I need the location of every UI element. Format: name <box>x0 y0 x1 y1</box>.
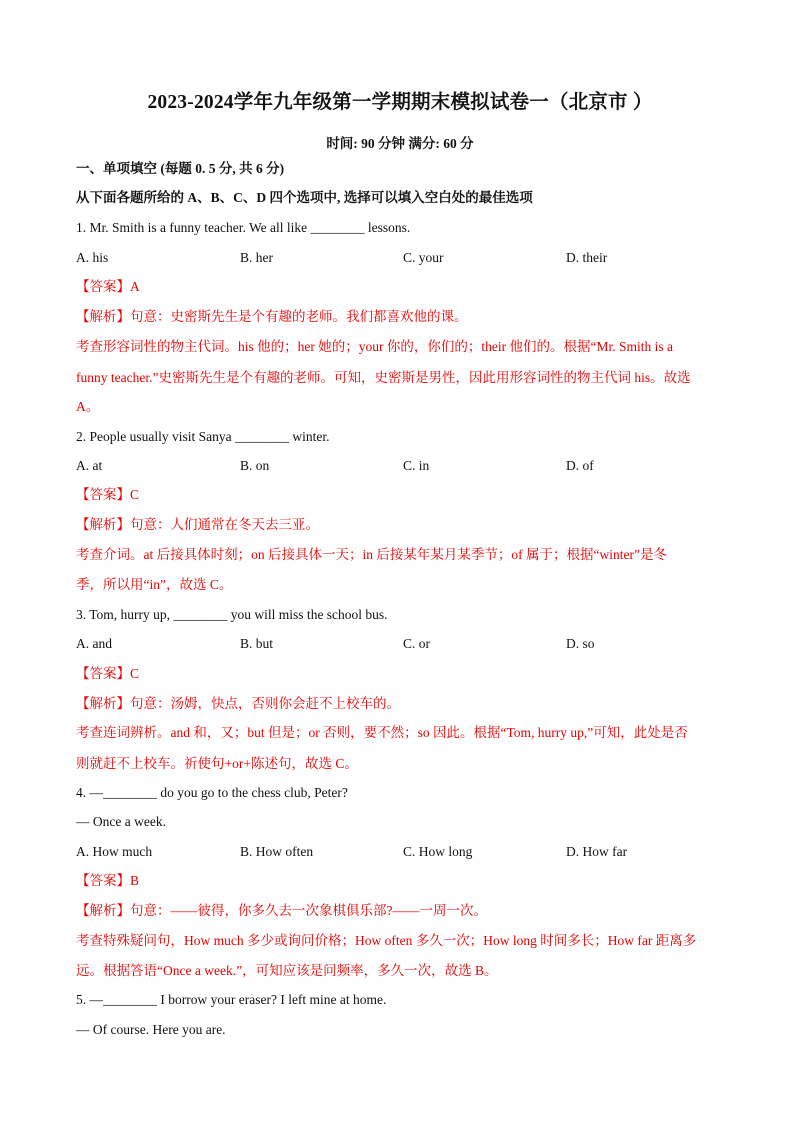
question-2-options <box>76 456 726 476</box>
option-a: A. his <box>76 250 109 265</box>
question-1-analysis <box>76 307 726 327</box>
analysis-label: 【解析】 <box>76 309 130 324</box>
option-b: B. her <box>240 250 273 265</box>
option-b: B. on <box>240 458 270 473</box>
option-a: A. and <box>76 636 112 651</box>
question-1-explanation-line: funny teacher.”史密斯先生是个有趣的老师。可知，史密斯是男性，因此用形容词性的物主代词 his。故选 <box>76 370 691 385</box>
question-2-stem: 2. People usually visit Sanya ________ winter. <box>76 429 330 444</box>
option-a: A. at <box>76 458 103 473</box>
question-3-analysis <box>76 694 726 714</box>
question-1-stem: 1. Mr. Smith is a funny teacher. We all like ________ lessons. <box>76 220 411 235</box>
question-2-answer: 【答案】C <box>76 487 140 502</box>
question-4-reply: — Once a week. <box>76 814 166 829</box>
analysis-translation: 句意：汤姆，快点，否则你会赶不上校车的。 <box>130 696 400 711</box>
option-a: A. How much <box>76 844 153 859</box>
analysis-label: 【解析】 <box>76 517 130 532</box>
exam-time-score: 时间: 90 分钟 满分: 60 分 <box>326 136 474 151</box>
section-instruction: 从下面各题所给的 A、B、C、D 四个选项中, 选择可以填入空白处的最佳选项 <box>76 190 533 205</box>
question-4-options <box>76 842 726 862</box>
option-b: B. How often <box>240 844 314 859</box>
question-1-answer: 【答案】A <box>76 279 140 294</box>
question-4-analysis <box>76 901 726 921</box>
question-2-explanation-line: 季，所以用“in”，故选 C。 <box>76 577 233 592</box>
question-3-answer: 【答案】C <box>76 666 140 681</box>
analysis-label: 【解析】 <box>76 903 130 918</box>
question-3-options <box>76 634 726 654</box>
page-title: 2023-2024学年九年级第一学期期末模拟试卷一（北京市 ） <box>147 92 653 113</box>
question-1-explanation-line: A。 <box>76 399 100 414</box>
section-heading: 一、单项填空 (每题 0. 5 分, 共 6 分) <box>76 161 285 176</box>
option-c: C. or <box>403 636 430 651</box>
question-1-options <box>76 248 726 268</box>
question-4-explanation-line: 考查特殊疑问句，How much 多少或询问价格；How often 多久一次；How long 时间多长；How far 距离多 <box>76 933 697 948</box>
option-d: D. of <box>566 458 594 473</box>
question-5-reply: — Of course. Here you are. <box>76 1022 226 1037</box>
question-2-explanation-line: 考查介词。at 后接具体时刻；on 后接具体一天；in 后接某年某月某季节；of 属于；根据“winter”是冬 <box>76 547 667 562</box>
question-2-analysis <box>76 515 726 535</box>
question-4-explanation-line: 远。根据答语“Once a week.”，可知应该是问频率，多久一次，故选 B。 <box>76 963 498 978</box>
question-5-stem: 5. —________ I borrow your eraser? I left mine at home. <box>76 992 387 1007</box>
question-4-stem: 4. —________ do you go to the chess club, Peter? <box>76 785 348 800</box>
option-d: D. their <box>566 250 608 265</box>
option-b: B. but <box>240 636 274 651</box>
option-c: C. How long <box>403 844 473 859</box>
option-c: C. in <box>403 458 430 473</box>
option-c: C. your <box>403 250 444 265</box>
analysis-translation: 句意：史密斯先生是个有趣的老师。我们都喜欢他的课。 <box>130 309 468 324</box>
question-3-explanation-line: 考查连词辨析。and 和，又；but 但是；or 否则，要不然；so 因此。根据“Tom, hurry up,”可知，此处是否 <box>76 725 688 740</box>
question-3-stem: 3. Tom, hurry up, ________ you will miss the school bus. <box>76 607 388 622</box>
question-4-answer: 【答案】B <box>76 873 140 888</box>
option-d: D. How far <box>566 844 628 859</box>
analysis-translation: 句意：——彼得，你多久去一次象棋俱乐部?——一周一次。 <box>130 903 487 918</box>
analysis-translation: 句意：人们通常在冬天去三亚。 <box>130 517 319 532</box>
analysis-label: 【解析】 <box>76 696 130 711</box>
question-1-explanation-line: 考查形容词性的物主代词。his 他的；her 她的；your 你的，你们的；their 他们的。根据“Mr. Smith is a <box>76 339 673 354</box>
question-3-explanation-line: 则就赶不上校车。祈使句+or+陈述句，故选 C。 <box>76 756 358 771</box>
option-d: D. so <box>566 636 595 651</box>
